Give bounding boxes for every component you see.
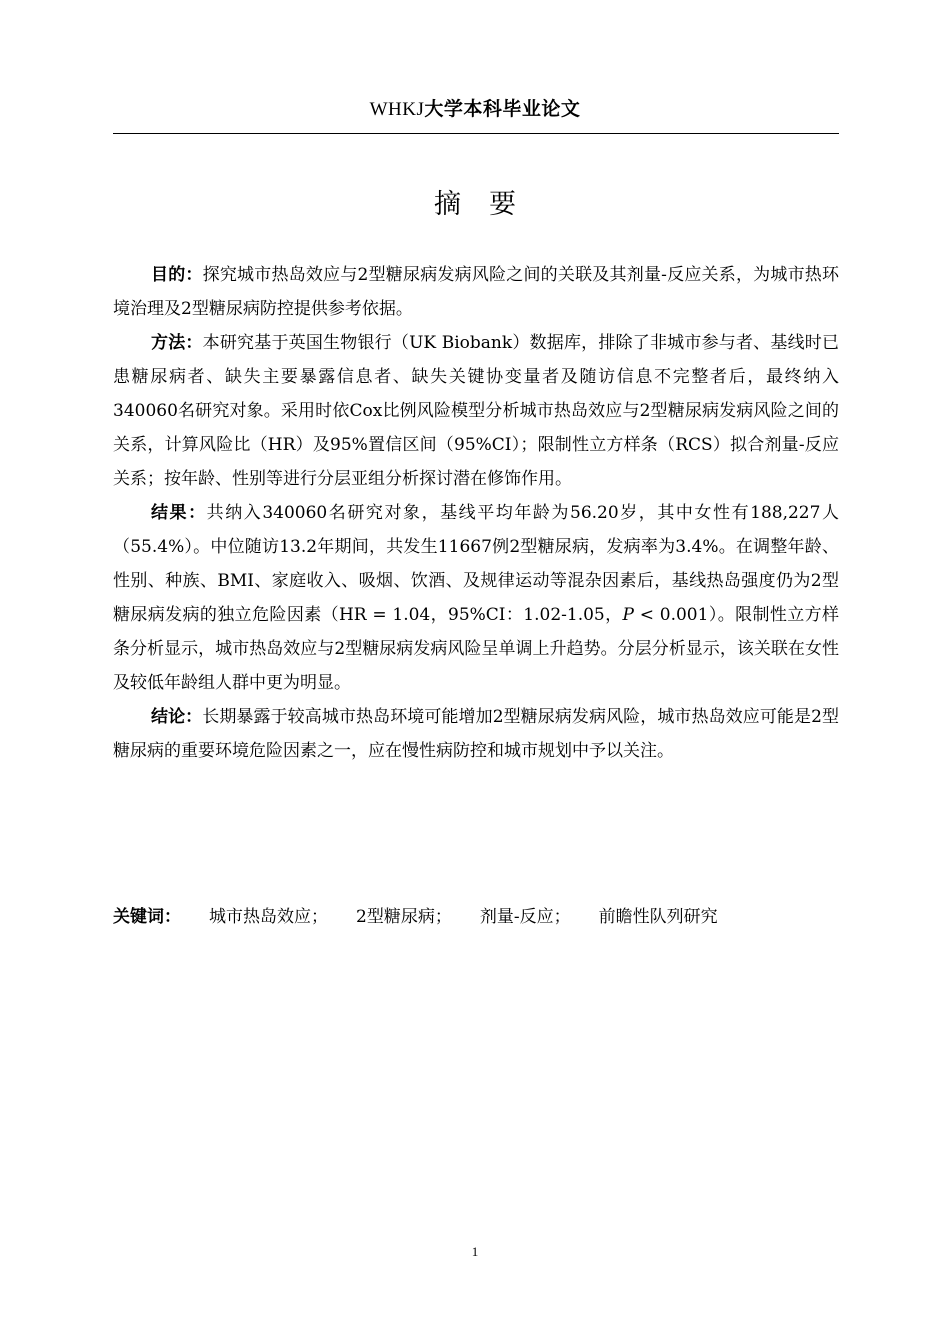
abstract-body bbox=[113, 258, 839, 768]
conclusion-label: 结论： bbox=[151, 707, 203, 727]
results-text-after-p: < 0.001）。限制性立方样条分析显示，城市热岛效应与2型糖尿病发病风险呈单调上升趋势。分层分析显示，该关联在女性及较低年龄组人群中更为明显。 bbox=[113, 605, 839, 693]
results-p-symbol: P bbox=[622, 605, 634, 625]
keywords-label: 关键词： bbox=[113, 907, 181, 927]
conclusion-paragraph bbox=[113, 700, 839, 768]
page-number: 1 bbox=[471, 1244, 479, 1259]
abstract-title: 摘要 bbox=[434, 189, 544, 220]
methods-label: 方法： bbox=[151, 333, 203, 353]
header-school: 大学本科毕业论文 bbox=[424, 98, 581, 120]
keyword-item: 前瞻性队列研究 bbox=[598, 907, 718, 927]
results-label: 结果： bbox=[151, 503, 207, 523]
results-paragraph bbox=[113, 496, 839, 700]
header-rule bbox=[113, 133, 839, 134]
objective-label: 目的： bbox=[151, 265, 203, 285]
methods-paragraph bbox=[113, 326, 839, 496]
keywords-line bbox=[113, 902, 839, 927]
objective-text: 探究城市热岛效应与2型糖尿病发病风险之间的关联及其剂量-反应关系，为城市热环境治理及2型糖尿病防控提供参考依据。 bbox=[113, 265, 840, 319]
header-prefix: WHKJ bbox=[369, 99, 425, 120]
keyword-item: 城市热岛效应； bbox=[209, 907, 328, 927]
objective-paragraph bbox=[113, 258, 839, 326]
conclusion-text: 长期暴露于较高城市热岛环境可能增加2型糖尿病发病风险，城市热岛效应可能是2型糖尿病的重要环境危险因素之一，应在慢性病防控和城市规划中予以关注。 bbox=[113, 707, 840, 761]
results-text-before-p: 共纳入340060名研究对象，基线平均年龄为56.20岁，其中女性有188,227人（55.4%）。中位随访13.2年期间，共发生11667例2型糖尿病，发病率为3.4%。在调整年龄、性别、种族、BMI、家庭收入、吸烟、饮酒、及规律运动等混杂因素后，基线热岛强度仍为2型糖尿病发病的独立危险因素（HR = 1.04，95%CI：1.02-1.05， bbox=[113, 503, 839, 625]
running-header bbox=[0, 94, 950, 121]
keyword-item: 2型糖尿病； bbox=[356, 907, 452, 927]
methods-text: 本研究基于英国生物银行（UK Biobank）数据库，排除了非城市参与者、基线时已患糖尿病者、缺失主要暴露信息者、缺失关键协变量者及随访信息不完整者后，最终纳入340060名研究对象。采用时依Cox比例风险模型分析城市热岛效应与2型糖尿病发病风险之间的关系，计算风险比（HR）及95%置信区间（95%CI）；限制性立方样条（RCS）拟合剂量-反应关系；按年龄、性别等进行分层亚组分析探讨潜在修饰作用。 bbox=[113, 333, 840, 489]
keyword-item: 剂量-反应； bbox=[479, 907, 571, 927]
